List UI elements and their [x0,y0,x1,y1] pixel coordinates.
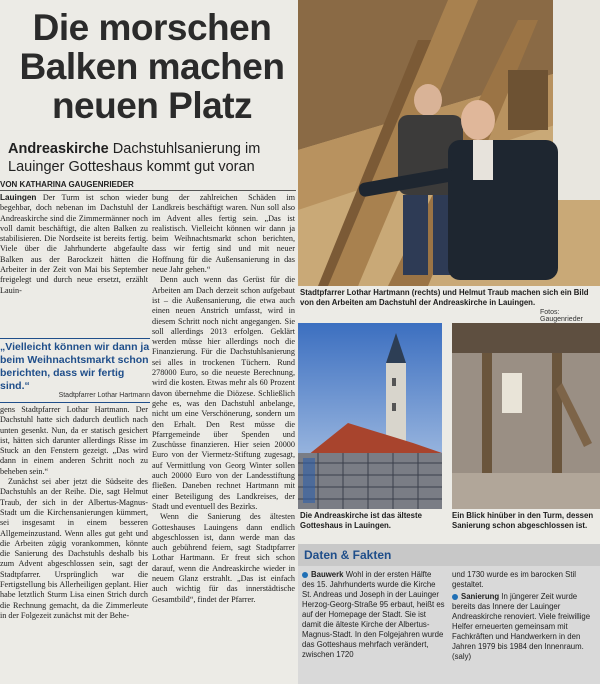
quote-source: Stadtpfarrer Lothar Hartmann [58,392,150,399]
column-1-top [0,193,148,296]
fact-text-continued: und 1730 wurde es im barocken Stil gestaltet. [452,570,576,589]
subhead-text: Dachstuhlsanierung im Lauinger Gotteshaus kommt gut voran [8,141,261,175]
fact-bauwerk-continued [452,570,598,590]
fact-text: Wohl in der ersten Hälfte des 15. Jahrhunderts wurde die Kirche St. Andreas und Joseph in der Lauinger Herzog-Georg-Straße 95 erbaut, heißt es auf der Homepage der Stadt. Sie ist damit die älteste Kirche der Albertus-Magnus-Stadt. In den Folgejahren wurde das Gotteshaus mehrfach verändert, zwischen 1720 [302,570,445,659]
fact-term: Bauwerk [311,570,344,579]
photo-credit: Fotos: Gaugenrieder [540,309,583,323]
paragraph-4: bung der zahlreichen Schäden im Landkreis beschäftigt waren. Nun soll also im Advent alles fertig sein. „Das ist realistisch. Vielleicht können wir dann ja beim Weihnachtsmarkt schon berichten, dass wir fertig sind und mit neuer Hoffnung für die Außensanierung in das neue Jahr gehen.“ [152,193,295,275]
subheadline [8,140,296,176]
tower-photo [452,323,600,509]
column-2 [152,193,295,605]
column-1-bottom [0,405,148,621]
quote-rule-bottom [0,402,150,403]
dateline: Lauingen [0,193,37,202]
quote-rule-top [0,338,150,339]
paragraph-2: gens Stadtpfarrer Lothar Hartmann. Der Dachstuhl hatte sich dadurch deutlich nach unten gesenkt. Nun, da er statisch gesichert ist, hätten sich darunter allerdings Risse im Stuck an den Fenstern gezeigt. „Das wird dann in einem anderen Schritt noch zu beheben sein.“ [0,405,148,476]
paragraph-5: Denn auch wenn das Gerüst für die Arbeiten am Dach derzeit schon aufgebaut ist – die Außensanierung, die etwa auch einen neuen Anstrich umfasst, wird in diesem Schritt noch nicht angegangen. Sie soll allerdings 2013 erfolgen. Geklärt werden müsse hier allerdings noch die Finanzierung. Für die Dachstuhlsanierung sei alles in trockenen Tüchern. Rund 278000 Euro, so die neueste Berechnung, wird die kosten. Etwas mehr als 60 Prozent davon übernehme die Diözese. Schließlich gehe es, was den Dachstuhl anbelange, nicht um eine Verschönerung, sondern um den Erhalt. Den Rest müsse die Pfarrgemeinde über Spenden und Zuschüsse finanzieren. Hier seien 20000 Euro von der Viermetz-Stiftung zugesagt, auf Vermittlung von Georg Winter sollen auch 20000 Euro von der Landesstiftung fließen. Daneben rechnet Hartmann mit einer Beteiligung des Landkreises, der Stadt und eventuell des Bezirks. [152,275,295,511]
pull-quote: „Vielleicht können wir dann ja beim Weihnachtsmarkt schon berichten, dass wir fertig sind.“ [0,341,150,392]
main-photo-caption: Stadtpfarrer Lothar Hartmann (rechts) und Helmut Traub machen sich ein Bild von den Arbeiten am Dachstuhl der Andreaskirche in Lauingen. [300,288,589,307]
paragraph-1: Der Turm ist schon wieder begehbar, doch nebenan im Dachstuhl der Andreaskirche sind die Zimmermänner noch voll damit beschäftigt, die alten Balken zu stabilisieren. Die Nordseite ist bereits fertig. Viele über die Jahrhunderte abgefaulte Balken aus der Barockzeit hätten die Arbeiter in der Zeit von Mai bis September freigelegt und durch neue ersetzt, erzählt Lauin- [0,193,149,295]
fact-sanierung [452,592,598,662]
church-photo-caption: Die Andreaskirche ist das älteste Gotteshaus in Lauingen. [300,511,422,530]
church-photo [298,323,442,509]
fact-text: In jüngerer Zeit wurde bereits das Innere der Lauinger Andreaskirche renoviert. Viele freiwillige Helfer erneuerten gemeinsam mit Fachkräften und Handwerkern in den Jahren 1979 bis 1984 den Innenraum. (saly) [452,592,591,661]
fact-term: Sanierung [461,592,500,601]
byline-rule [0,190,296,191]
bullet-icon [452,594,458,600]
bullet-icon [302,572,308,578]
main-photo [298,0,600,286]
subhead-kicker: Andreaskirche [8,141,109,157]
fact-bauwerk [302,570,446,660]
facts-title: Daten & Fakten [304,548,392,562]
paragraph-6: Wenn die Sanierung des ältesten Gotteshauses Lauingens dann endlich abgeschlossen ist, dann werde man das auch gebührend feiern, sagt Stadtpfarrer Lothar Hartmann. Er freut sich schon darauf, wenn die Andreaskirche wieder in neuem Glanz erstrahlt. „Das ist einfach auch wichtig für das innerstädtische Gesamtbild“, findet der Pfarrer. [152,512,295,604]
headline: Die morschen Balken machen neuen Platz [19,7,285,126]
paragraph-3: Zunächst sei aber jetzt die Südseite des Dachstuhls an der Reihe. Die, sagt Helmut Traub, der sich in der Albertus-Magnus-Stadt um die Kirchensanierungen kümmert, sei insgesamt in einem besseren Allgemeinzustand. Wenn alles gut geht und die Arbeiten zügig vorankommen, könnte die Sanierung des Dachstuhls deshalb bis zum Advent abgeschlossen sein, sagt der Stadtpfarrer. Ursprünglich war die Fertigstellung bis Allerheiligen geplant. Hier habe letztlich Sturm Lisa einen Strich durch die Rechnung gemacht, da die Zimmerleute in der Folgezeit zunächst mit der Behe- [0,477,148,620]
byline: VON KATHARINA GAUGENRIEDER [0,180,134,189]
tower-photo-caption: Ein Blick hinüber in den Turm, dessen Sanierung schon abgeschlossen ist. [452,511,594,530]
